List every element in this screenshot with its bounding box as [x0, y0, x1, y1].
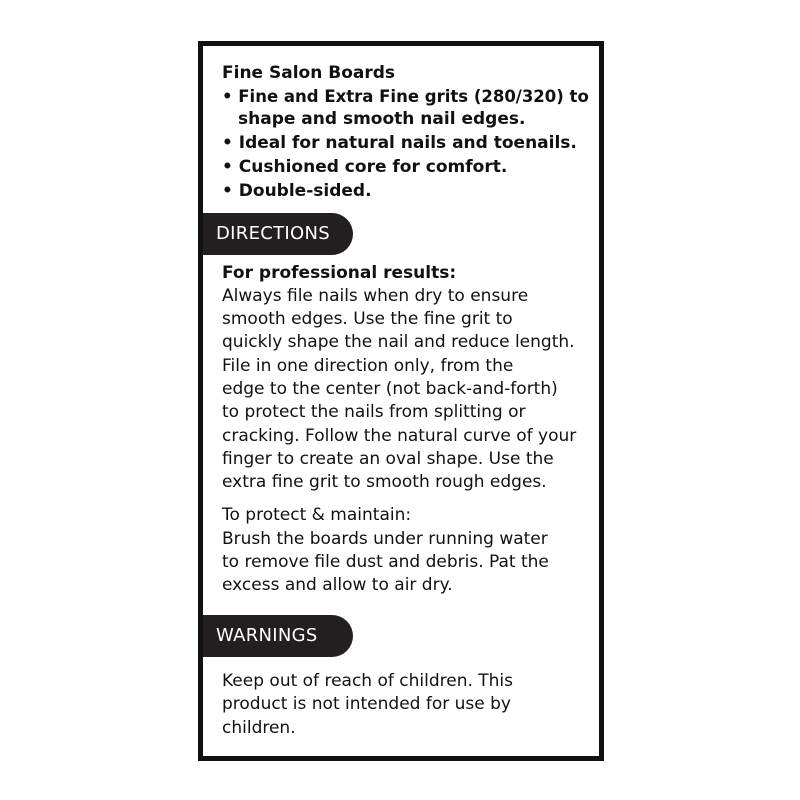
directions-subheading: For professional results: — [222, 263, 457, 283]
directions-line: edge to the center (not back-and-forth) — [222, 379, 558, 399]
maintain-line: Brush the boards under running water — [222, 529, 548, 549]
warnings-line: Keep out of reach of children. This — [222, 671, 514, 691]
warnings-line: product is not intended for use by — [222, 694, 511, 714]
feature-bullet-cushioned: • Cushioned core for comfort. — [222, 157, 508, 177]
directions-line: finger to create an oval shape. Use the — [222, 449, 554, 469]
directions-line: to protect the nails from splitting or — [222, 402, 526, 422]
maintain-heading: To protect & maintain: — [222, 505, 412, 525]
maintain-line: to remove file dust and debris. Pat the — [222, 552, 549, 572]
directions-line: extra fine grit to smooth rough edges. — [222, 472, 547, 492]
warnings-heading: WARNINGS — [216, 625, 318, 646]
product-title: Fine Salon Boards — [222, 63, 396, 83]
directions-line: quickly shape the nail and reduce length. — [222, 332, 575, 352]
feature-bullet-double-sided: • Double-sided. — [222, 181, 372, 201]
maintain-line: excess and allow to air dry. — [222, 575, 453, 595]
feature-bullet-grits: • Fine and Extra Fine grits (280/320) to — [222, 87, 589, 106]
warnings-heading-pill — [203, 615, 353, 657]
directions-heading: DIRECTIONS — [216, 223, 330, 244]
directions-line: Always file nails when dry to ensure — [222, 286, 529, 306]
instruction-panel — [198, 41, 604, 761]
directions-heading-pill — [203, 213, 353, 255]
directions-line: File in one direction only, from the — [222, 356, 514, 376]
warnings-line: children. — [222, 718, 296, 738]
directions-line: smooth edges. Use the fine grit to — [222, 309, 513, 329]
feature-bullet-natural-nails: • Ideal for natural nails and toenails. — [222, 133, 577, 153]
directions-line: cracking. Follow the natural curve of your — [222, 426, 577, 446]
feature-bullet-grits-cont: shape and smooth nail edges. — [238, 109, 526, 129]
